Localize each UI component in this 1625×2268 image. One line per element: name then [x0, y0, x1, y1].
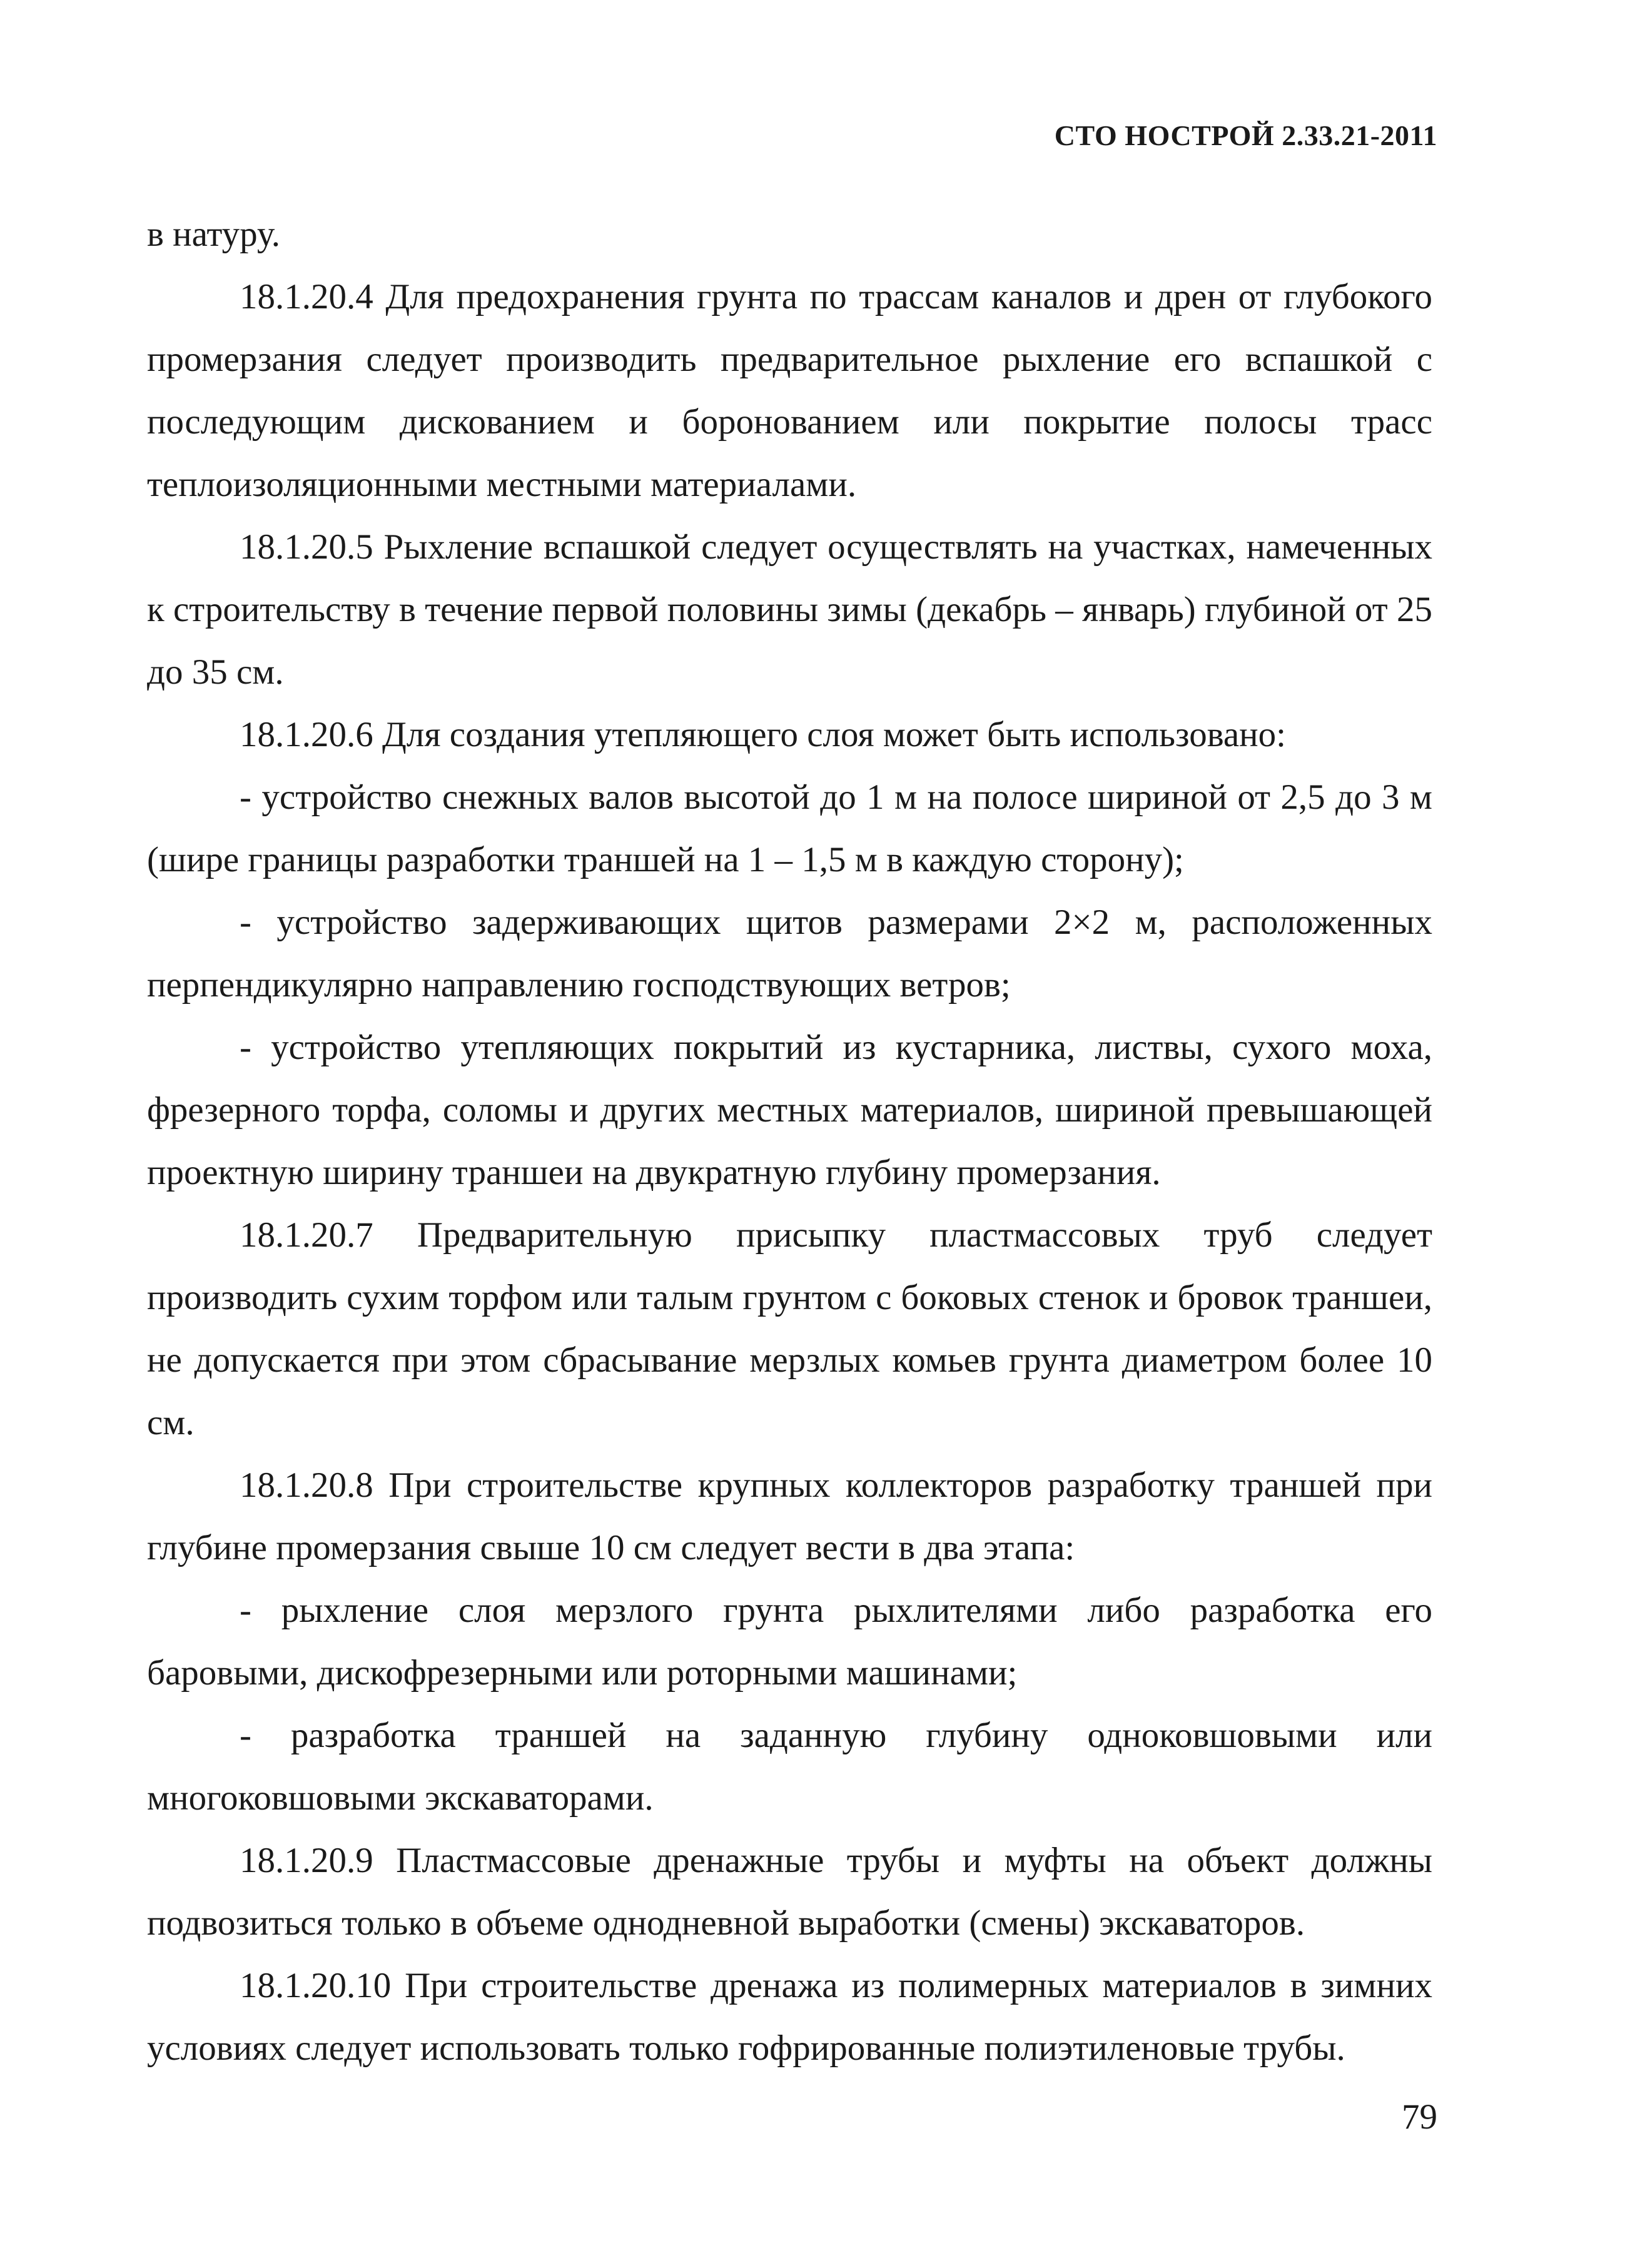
list-item-snow-banks: - устройство снежных валов высотой до 1 м на полосе шириной от 2,5 до 3 м (шире границы разработки траншей на 1 – 1,5 м в каждую сторону);: [147, 777, 1432, 879]
paragraph-18-1-20-10: 18.1.20.10 При строительстве дренажа из полимерных материалов в зимних условиях следует использовать только гофрированные полиэтиленовые трубы.: [147, 1966, 1432, 2068]
list-item-retaining-shields: - устройство задерживающих щитов размерами 2×2 м, расположенных перпендикулярно направлению господствующих ветров;: [147, 903, 1432, 1005]
paragraph-18-1-20-5: 18.1.20.5 Рыхление вспашкой следует осуществлять на участках, намеченных к строительству в течение первой половины зимы (декабрь – январь) глубиной от 25 до 35 см.: [147, 527, 1432, 692]
list-item-loosening: - рыхление слоя мерзлого грунта рыхлителями либо разработка его баровыми, дискофрезерными или роторными машинами;: [147, 1591, 1432, 1693]
paragraph-18-1-20-6: 18.1.20.6 Для создания утепляющего слоя может быть использовано:: [240, 715, 1287, 754]
page-number: 79: [1402, 2097, 1437, 2137]
paragraph-18-1-20-9: 18.1.20.9 Пластмассовые дренажные трубы и муфты на объект должны подвозиться только в объеме однодневной выработки (смены) экскаваторов.: [147, 1841, 1432, 1943]
paragraph-18-1-20-7: 18.1.20.7 Предварительную присыпку пластмассовых труб следует производить сухим торфом или талым грунтом с боковых стенок и бровок траншеи, не допускается при этом сбрасывание мерзлых комьев грунта диаметром более 10 см.: [147, 1215, 1432, 1442]
list-item-insulating-covers: - устройство утепляющих покрытий из кустарника, листвы, сухого моха, фрезерного торфа, соломы и других местных материалов, шириной превышающей проектную ширину траншеи на двукратную глубину промерзания.: [147, 1028, 1432, 1192]
document-body: [147, 203, 1432, 2080]
document-code-header: СТО НОСТРОЙ 2.33.21-2011: [1054, 119, 1437, 151]
paragraph-continuation: в натуру.: [147, 215, 280, 254]
paragraph-18-1-20-8: 18.1.20.8 При строительстве крупных коллекторов разработку траншей при глубине промерзания свыше 10 см следует вести в два этапа:: [147, 1466, 1432, 1567]
list-item-excavation: - разработка траншей на заданную глубину одноковшовыми или многоковшовыми экскаваторами.: [147, 1716, 1432, 1818]
paragraph-18-1-20-4: 18.1.20.4 Для предохранения грунта по трассам каналов и дрен от глубокого промерзания следует производить предварительное рыхление его вспашкой с последующим дискованием и боронованием или покрытие полосы трасс теплоизоляционными местными материалами.: [147, 277, 1432, 504]
